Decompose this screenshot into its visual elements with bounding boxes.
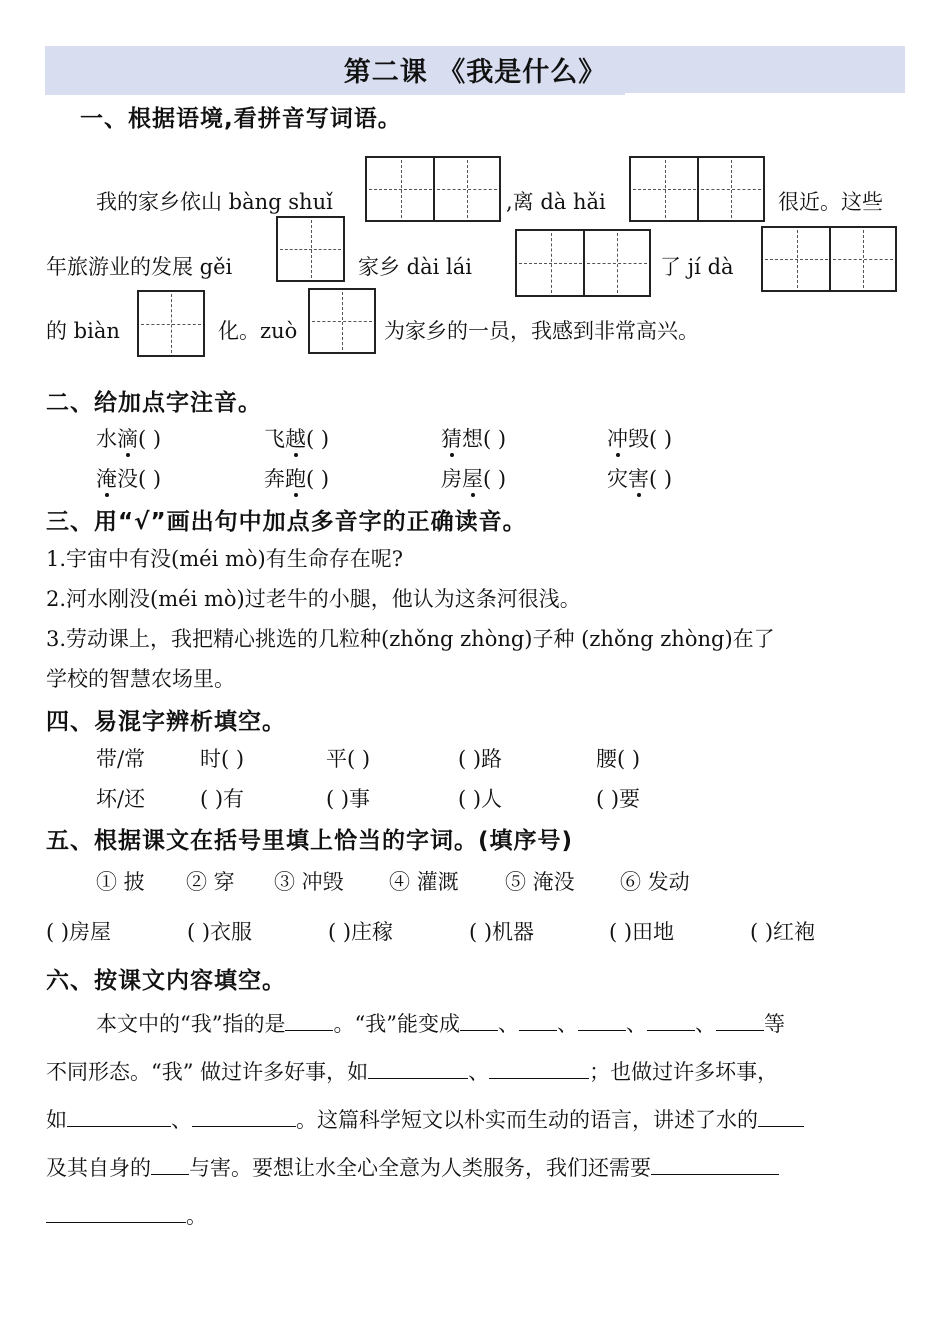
answer-blank — [519, 1010, 557, 1031]
phonetic-item: 房屋( ) — [441, 467, 507, 491]
fill-blank-item: ( )机器 — [469, 920, 535, 944]
phonetic-item: 猜想( ) — [441, 427, 507, 451]
writing-grid-ji-da[interactable] — [761, 226, 897, 292]
section-4-heading: 四、易混字辨析填空。 — [46, 709, 286, 735]
section-2-heading: 二、给加点字注音。 — [46, 390, 262, 416]
fill-blank-item: ( )红袍 — [750, 920, 816, 944]
phonetic-item: 飞越( ) — [264, 427, 330, 451]
s3-sentence-2: 2.河水刚没(méi mò)过老牛的小腿，他认为这条河很浅。 — [46, 587, 581, 611]
s1-line2-text-c: 了 jí dà — [660, 255, 734, 279]
s6-line-1: 本文中的“我”指的是 。“我”能变成 、 、 、 、 等 — [96, 1012, 785, 1036]
title-underline — [45, 93, 625, 95]
section-6-heading: 六、按课文内容填空。 — [46, 968, 286, 994]
s1-line1-text-c: 很近。这些 — [778, 190, 883, 214]
answer-blank — [489, 1058, 589, 1079]
answer-blank — [578, 1010, 626, 1031]
confusable-blank: ( )要 — [596, 787, 641, 811]
phonetic-item: 灾害( ) — [607, 467, 673, 491]
s1-line1-text-a: 我的家乡依山 bàng shuǐ — [96, 190, 333, 214]
writing-grid-zuo[interactable] — [308, 288, 376, 354]
s1-line3-text-a: 的 biàn — [46, 319, 120, 343]
confusable-blank: ( )有 — [200, 787, 245, 811]
s6-line-5: 。 — [46, 1200, 207, 1230]
answer-blank — [647, 1010, 695, 1031]
fill-blank-item: ( )房屋 — [46, 920, 112, 944]
phonetic-item: 水滴( ) — [96, 427, 162, 451]
answer-blank — [716, 1010, 764, 1031]
section-1-heading: 一、根据语境,看拼音写词语。 — [80, 106, 402, 132]
s3-sentence-3: 3.劳动课上，我把精心挑选的几粒种(zhǒng zhòng)子种 (zhǒng zhòng)在了 — [46, 627, 775, 651]
s1-line1-text-b: ,离 dà hǎi — [506, 190, 606, 214]
fill-blank-item: ( )庄稼 — [328, 920, 394, 944]
confusable-blank: ( )路 — [458, 747, 503, 771]
answer-blank — [67, 1106, 171, 1127]
option-item: ⑥ 发动 — [620, 870, 690, 894]
s6-line-2: 不同形态。“我” 做过许多好事，如 、 ；也做过许多坏事， — [46, 1060, 779, 1084]
option-item: ⑤ 淹没 — [505, 870, 575, 894]
confusable-blank: ( )人 — [458, 787, 503, 811]
confusable-blank: 腰( ) — [596, 747, 641, 771]
option-item: ③ 冲毁 — [274, 870, 344, 894]
s1-line3-text-b: 化。zuò — [218, 319, 298, 343]
s1-line2-text-b: 家乡 dài lái — [358, 255, 472, 279]
writing-grid-bang-shui[interactable] — [365, 156, 501, 222]
answer-blank — [368, 1058, 468, 1079]
writing-grid-da-hai[interactable] — [629, 156, 765, 222]
phonetic-item: 淹没( ) — [96, 467, 162, 491]
writing-grid-gei[interactable] — [276, 216, 345, 282]
confusable-blank: 时( ) — [200, 747, 245, 771]
s1-line3-text-c: 为家乡的一员，我感到非常高兴。 — [384, 319, 699, 343]
confusable-blank: 平( ) — [326, 747, 371, 771]
answer-blank — [151, 1154, 189, 1175]
answer-blank — [46, 1202, 186, 1223]
section-3-heading: 三、用“√”画出句中加点多音字的正确读音。 — [46, 509, 527, 535]
answer-blank — [460, 1010, 498, 1031]
option-item: ④ 灌溉 — [389, 870, 459, 894]
fill-blank-item: ( )衣服 — [187, 920, 253, 944]
s3-sentence-3-cont: 学校的智慧农场里。 — [46, 667, 235, 691]
confusable-blank: ( )事 — [326, 787, 371, 811]
s1-line2-text-a: 年旅游业的发展 gěi — [46, 255, 233, 279]
s6-line-4: 及其自身的 与害。要想让水全心全意为人类服务，我们还需要 — [46, 1152, 779, 1182]
confusable-label: 坏/还 — [96, 787, 146, 811]
page-title: 第二课 《我是什么》 — [343, 57, 607, 88]
writing-grid-dai-lai[interactable] — [515, 229, 651, 297]
phonetic-item: 冲毁( ) — [607, 427, 673, 451]
s6-line-3: 如 、 。这篇科学短文以朴实而生动的语言，讲述了水的 — [46, 1104, 804, 1134]
option-item: ① 披 — [96, 870, 145, 894]
s3-sentence-1: 1.宇宙中有没(méi mò)有生命存在呢? — [46, 547, 403, 571]
confusable-label: 带/常 — [96, 747, 146, 771]
answer-blank — [285, 1010, 333, 1031]
answer-blank — [192, 1106, 296, 1127]
answer-blank — [651, 1154, 779, 1175]
answer-blank — [758, 1106, 804, 1127]
option-item: ② 穿 — [186, 870, 235, 894]
writing-grid-bian[interactable] — [137, 290, 205, 357]
fill-blank-item: ( )田地 — [609, 920, 675, 944]
phonetic-item: 奔跑( ) — [264, 467, 330, 491]
section-5-heading: 五、根据课文在括号里填上恰当的字词。(填序号) — [46, 828, 574, 854]
